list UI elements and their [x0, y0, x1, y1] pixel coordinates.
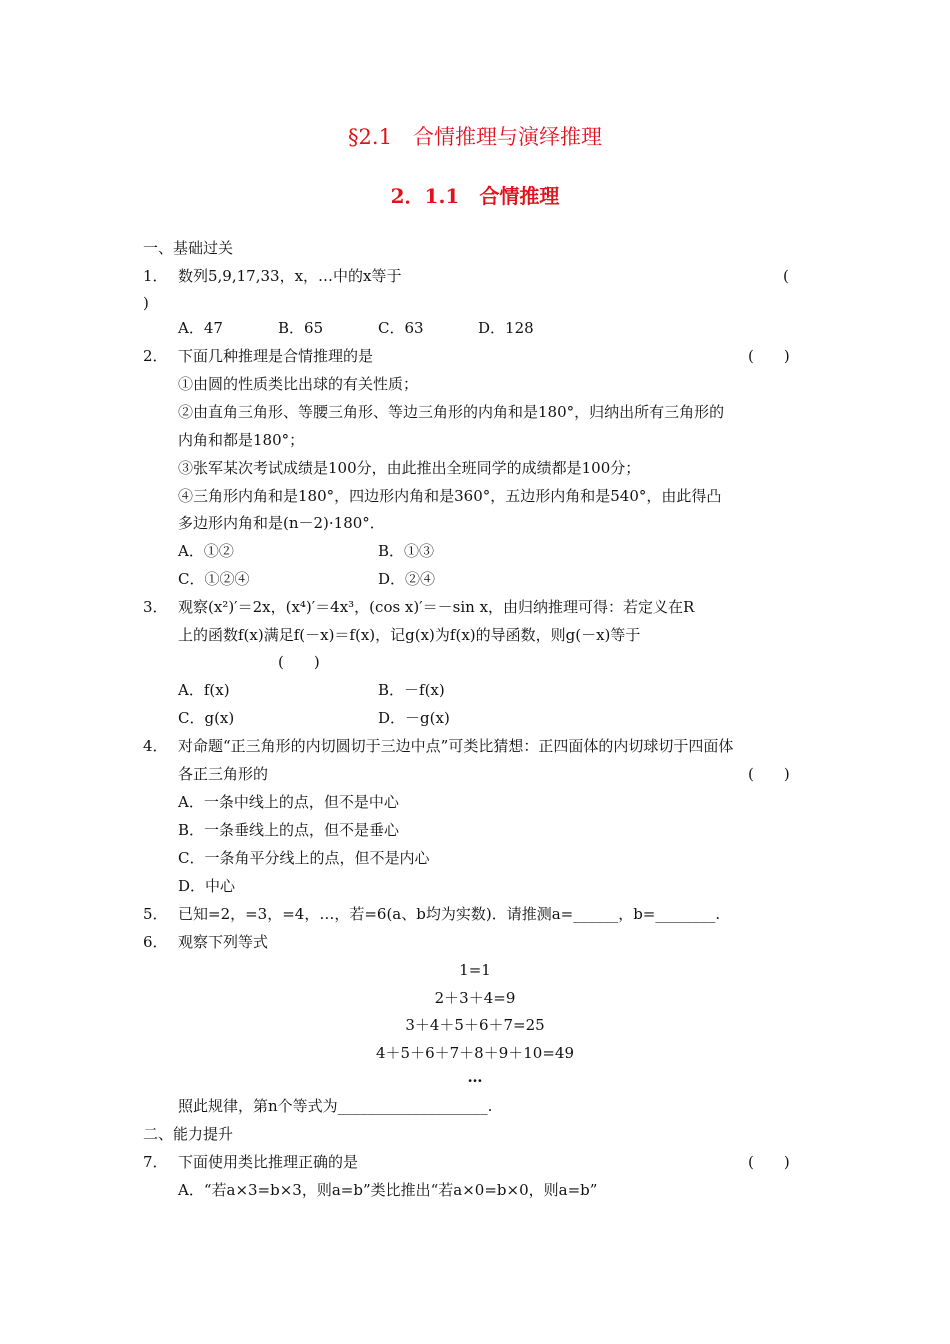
- question-4-number: 4．: [143, 737, 168, 755]
- question-2-answer-paren: ( ): [748, 347, 790, 365]
- question-6-conclusion: 照此规律，第n个等式为____________________.: [178, 1097, 493, 1115]
- question-1-option-b: B．65: [278, 319, 324, 337]
- section-heading-advanced: 二、能力提升: [143, 1125, 234, 1143]
- question-3-option-a: A．f(x): [178, 681, 230, 699]
- question-2-item-4: ④三角形内角和是180°，四边形内角和是360°，五边形内角和是540°，由此得凸: [178, 487, 722, 505]
- question-3-line-2: 上的函数f(x)满足f(－x)＝f(x)，记g(x)为f(x)的导函数，则g(－x)等于: [178, 626, 641, 644]
- question-7-number: 7．: [143, 1153, 168, 1171]
- question-4-line-2: 各正三角形的: [178, 765, 269, 783]
- question-5-number: 5．: [143, 905, 168, 923]
- question-2-item-3: ③张军某次考试成绩是100分，由此推出全班同学的成绩都是100分；: [178, 459, 641, 477]
- question-1-paren-open: (: [783, 267, 789, 285]
- question-1-option-c: C．63: [378, 319, 424, 337]
- question-6-number: 6．: [143, 933, 168, 951]
- question-2-option-c: C．①②④: [178, 570, 250, 588]
- section-heading-basic: 一、基础过关: [143, 239, 234, 257]
- question-1-option-d: D．128: [478, 319, 534, 337]
- equation-2: 2＋3＋4=9: [434, 989, 516, 1007]
- question-4-line-1: 对命题“正三角形的内切圆切于三边中点”可类比猜想：正四面体的内切球切于四面体: [178, 737, 734, 755]
- equation-ellipsis: …: [467, 1068, 483, 1086]
- question-6-text: 观察下列等式: [178, 933, 269, 951]
- question-3-option-b: B．－f(x): [378, 681, 445, 699]
- question-2-item-4-cont: 多边形内角和是(n－2)·180°．: [178, 514, 385, 532]
- question-2-item-2: ②由直角三角形、等腰三角形、等边三角形的内角和是180°，归纳出所有三角形的: [178, 403, 725, 421]
- question-4-option-a: A．一条中线上的点，但不是中心: [178, 793, 399, 811]
- question-7-text: 下面使用类比推理正确的是: [178, 1153, 359, 1171]
- question-1-number: 1．: [143, 267, 168, 285]
- page-subtitle: 2．1.1 合情推理: [390, 184, 560, 208]
- question-2-number: 2．: [143, 347, 168, 365]
- question-1-paren-close: ): [143, 294, 149, 312]
- equation-4: 4＋5＋6＋7＋8＋9＋10=49: [375, 1044, 574, 1062]
- question-3-option-c: C．g(x): [178, 709, 235, 727]
- equation-1: 1=1: [459, 961, 491, 979]
- question-2-option-d: D．②④: [378, 570, 436, 588]
- question-4-option-b: B．一条垂线上的点，但不是垂心: [178, 821, 400, 839]
- question-4-option-c: C．一条角平分线上的点，但不是内心: [178, 849, 430, 867]
- question-3-line-1: 观察(x²)′＝2x，(x⁴)′＝4x³，(cos x)′＝－sin x，由归纳推理可得：若定义在R: [178, 598, 695, 616]
- question-3-option-d: D．－g(x): [378, 709, 450, 727]
- page-title: §2.1 合情推理与演绎推理: [348, 125, 602, 149]
- question-1-text: 数列5,9,17,33，x，…中的x等于: [178, 267, 402, 285]
- question-4-option-d: D．中心: [178, 877, 236, 895]
- question-3-answer-paren: ( ): [278, 653, 320, 671]
- question-1-option-a: A．47: [178, 319, 223, 337]
- question-2-item-1: ①由圆的性质类比出球的有关性质；: [178, 375, 419, 393]
- question-5-text: 已知=2，=3，=4，…，若=6(a、b均为实数)．请推测a=______，b=________.: [178, 905, 721, 923]
- question-7-option-a: A．“若a×3=b×3，则a=b”类比推出“若a×0=b×0，则a=b”: [178, 1181, 598, 1199]
- question-7-answer-paren: ( ): [748, 1153, 790, 1171]
- question-4-answer-paren: ( ): [748, 765, 790, 783]
- question-2-option-b: B．①③: [378, 542, 435, 560]
- question-2-text: 下面几种推理是合情推理的是: [178, 347, 374, 365]
- question-2-option-a: A．①②: [178, 542, 234, 560]
- question-2-item-2-cont: 内角和都是180°；: [178, 431, 305, 449]
- question-3-number: 3．: [143, 598, 168, 616]
- equation-3: 3＋4＋5＋6＋7=25: [405, 1016, 545, 1034]
